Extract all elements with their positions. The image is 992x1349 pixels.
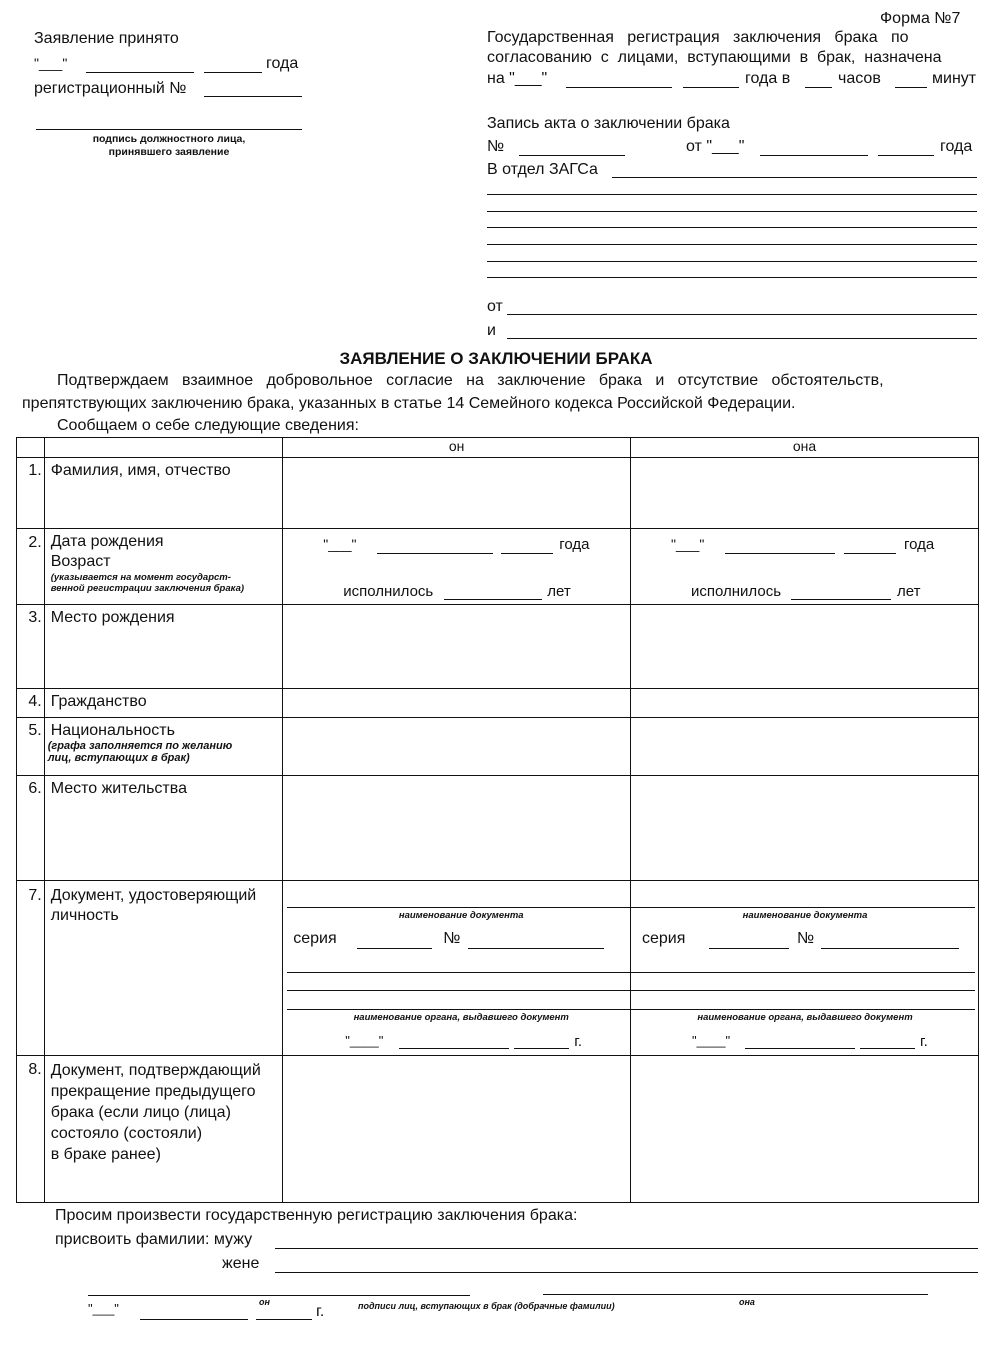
he-signature-caption: он xyxy=(259,1297,270,1307)
he-issuer-line-1[interactable] xyxy=(287,972,635,973)
record-no-label: № xyxy=(487,138,505,155)
row-label-birth-place: Место рождения xyxy=(44,605,283,689)
he-birth-year-field[interactable] xyxy=(501,553,553,554)
she-issue-year-field[interactable] xyxy=(860,1048,915,1049)
age-note-2: венной регистрации заключения брака) xyxy=(50,583,245,594)
table-row xyxy=(17,529,979,605)
he-birth-day-prefix: "___" xyxy=(323,536,357,552)
he-series-field[interactable] xyxy=(357,948,432,949)
wife-label: жене xyxy=(222,1255,260,1272)
row-number: 5. xyxy=(17,718,45,776)
she-doc-name-field[interactable] xyxy=(635,907,975,908)
request-text: Просим произвести государственную регистрацию заключения брака: xyxy=(55,1207,578,1224)
she-issuer-line-1[interactable] xyxy=(635,972,975,973)
he-birth-place-field[interactable] xyxy=(283,605,631,689)
zags-line-2[interactable] xyxy=(487,194,977,195)
accepted-year-label: года xyxy=(266,55,299,72)
header-she: она xyxy=(631,438,979,458)
table-row xyxy=(17,1056,979,1203)
he-issue-month-field[interactable] xyxy=(399,1048,509,1049)
she-residence-field[interactable] xyxy=(631,776,979,881)
header-num-cell xyxy=(17,438,45,458)
wife-surname-field[interactable] xyxy=(275,1272,978,1273)
she-issuer-line-3[interactable] xyxy=(635,1009,975,1010)
page-title: ЗАЯВЛЕНИЕ О ЗАКЛЮЧЕНИИ БРАКА xyxy=(339,349,653,368)
official-signature-field[interactable] xyxy=(36,129,302,130)
she-birth-cell xyxy=(631,529,979,605)
she-number-field[interactable] xyxy=(821,948,959,949)
he-birth-year-label: года xyxy=(559,536,590,553)
row-number: 8. xyxy=(17,1056,45,1203)
zags-line-5[interactable] xyxy=(487,244,977,245)
applicant-she-field[interactable] xyxy=(507,338,977,339)
zags-line-6[interactable] xyxy=(487,261,977,262)
zags-line-3[interactable] xyxy=(487,211,977,212)
footer-month-field[interactable] xyxy=(140,1319,248,1320)
he-issue-date-prefix: "____" xyxy=(345,1033,384,1048)
nationality-label: Национальность xyxy=(50,722,175,739)
row-number: 7. xyxy=(17,881,45,1056)
row-label-birth-date xyxy=(44,529,283,605)
he-age-suffix: лет xyxy=(547,583,571,600)
zags-field[interactable] xyxy=(612,177,977,178)
table-row xyxy=(17,881,979,1056)
zags-label: В отдел ЗАГСа xyxy=(487,161,598,178)
zags-line-4[interactable] xyxy=(487,227,977,228)
he-issuer-caption: наименование органа, выдавшего документ xyxy=(353,1012,569,1023)
he-full-name-field[interactable] xyxy=(283,458,631,529)
she-number-label: № xyxy=(797,930,815,947)
nationality-note-2: лиц, вступающих в брак) xyxy=(47,752,190,764)
id-doc-label-1: Документ, удостоверяющий xyxy=(50,887,257,904)
intro-line-3: Сообщаем о себе следующие сведения: xyxy=(57,417,359,434)
row-number: 2. xyxy=(17,529,45,605)
he-divorce-doc-field[interactable] xyxy=(283,1056,631,1203)
she-nationality-field[interactable] xyxy=(631,718,979,776)
minutes-label: минут xyxy=(932,70,977,87)
record-number-field[interactable] xyxy=(519,155,625,156)
intro-line-1: Подтверждаем взаимное добровольное согласие на заключение брака и отсутствие обстоятельств, xyxy=(57,372,884,389)
divorce-label-1: Документ, подтверждающий xyxy=(50,1062,261,1079)
she-issuer-line-2[interactable] xyxy=(635,990,975,991)
he-issuer-line-2[interactable] xyxy=(287,990,635,991)
applicant-he-field[interactable] xyxy=(507,314,977,315)
she-issuer-caption: наименование органа, выдавшего документ xyxy=(697,1012,913,1023)
accepted-date-prefix: "___" xyxy=(34,55,68,71)
he-issue-year-field[interactable] xyxy=(514,1048,569,1049)
table-row xyxy=(17,458,979,529)
row-label-full-name: Фамилия, имя, отчество xyxy=(44,458,283,529)
she-full-name-field[interactable] xyxy=(631,458,979,529)
he-nationality-field[interactable] xyxy=(283,718,631,776)
husband-surname-field[interactable] xyxy=(275,1248,978,1249)
form-number: Форма №7 xyxy=(880,10,961,27)
she-series-field[interactable] xyxy=(709,948,789,949)
he-id-doc-cell xyxy=(283,881,631,1056)
row-label-divorce-document xyxy=(44,1056,283,1203)
birth-date-label: Дата рождения xyxy=(50,533,164,550)
she-citizenship-field[interactable] xyxy=(631,689,979,718)
she-birth-year-field[interactable] xyxy=(844,553,896,554)
he-signature-field[interactable] xyxy=(88,1295,470,1296)
he-issuer-line-3[interactable] xyxy=(287,1009,635,1010)
row-label-id-document xyxy=(44,881,283,1056)
header-label-cell xyxy=(44,438,283,458)
he-age-prefix: исполнилось xyxy=(343,583,434,600)
surnames-label: присвоить фамилии: мужу xyxy=(55,1231,253,1248)
she-issue-month-field[interactable] xyxy=(745,1048,855,1049)
record-month-field[interactable] xyxy=(760,155,868,156)
record-year-field[interactable] xyxy=(878,155,934,156)
he-residence-field[interactable] xyxy=(283,776,631,881)
she-birth-day-prefix: "___" xyxy=(671,536,705,552)
signatures-caption: подписи лиц, вступающих в брак (добрачные фамилии) xyxy=(358,1301,615,1311)
signature-caption-1: подпись должностного лица, xyxy=(92,133,246,145)
registration-year-label: года в xyxy=(745,70,791,87)
record-date-prefix: от "___" xyxy=(686,138,745,155)
she-signature-field[interactable] xyxy=(543,1294,928,1295)
accepted-title: Заявление принято xyxy=(34,30,179,47)
registration-minutes-field[interactable] xyxy=(895,87,927,88)
he-birth-cell xyxy=(283,529,631,605)
he-doc-name-caption: наименование документа xyxy=(398,910,524,921)
from-label: от xyxy=(487,298,503,315)
registration-date-prefix: на "___" xyxy=(487,70,548,87)
he-doc-name-field[interactable] xyxy=(287,907,635,908)
she-doc-name-caption: наименование документа xyxy=(742,910,868,921)
row-number: 4. xyxy=(17,689,45,718)
she-series-label: серия xyxy=(642,930,686,947)
signature-caption-2: принявшего заявление xyxy=(108,146,230,158)
divorce-label-3: брака (если лицо (лица) xyxy=(50,1104,231,1121)
row-label-nationality xyxy=(44,718,283,776)
row-number: 3. xyxy=(17,605,45,689)
hours-label: часов xyxy=(838,70,881,87)
she-id-doc-cell xyxy=(631,881,979,1056)
and-label: и xyxy=(487,322,496,339)
table-row xyxy=(17,718,979,776)
she-signature-caption: она xyxy=(739,1297,755,1307)
table-header-row xyxy=(17,438,979,458)
registration-year-field[interactable] xyxy=(683,87,739,88)
she-age-suffix: лет xyxy=(897,583,921,600)
accepted-date-month-field[interactable] xyxy=(86,72,194,73)
accepted-date-year-field[interactable] xyxy=(204,72,262,73)
he-series-label: серия xyxy=(293,930,337,947)
row-label-residence: Место жительства xyxy=(44,776,283,881)
reg-number-label: регистрационный № xyxy=(34,80,187,97)
she-issue-year-suffix: г. xyxy=(920,1033,928,1050)
row-number: 6. xyxy=(17,776,45,881)
nationality-note-1: (графа заполняется по желанию xyxy=(47,740,233,752)
age-note-1: (указывается на момент государст- xyxy=(50,572,231,583)
applicants-table xyxy=(16,437,979,1203)
zags-line-7[interactable] xyxy=(487,277,977,278)
registration-hours-field[interactable] xyxy=(805,87,832,88)
footer-year-suffix: г. xyxy=(316,1303,325,1320)
table-row xyxy=(17,605,979,689)
registration-text-1: Государственная регистрация заключения брака по xyxy=(487,29,909,46)
divorce-label-5: в браке ранее) xyxy=(50,1146,161,1163)
she-birth-year-label: года xyxy=(904,536,935,553)
she-birth-place-field[interactable] xyxy=(631,605,979,689)
he-birth-month-field[interactable] xyxy=(377,553,493,554)
he-issue-year-suffix: г. xyxy=(574,1033,583,1050)
footer-year-field[interactable] xyxy=(256,1319,312,1320)
he-citizenship-field[interactable] xyxy=(283,689,631,718)
footer-date-prefix: "___" xyxy=(88,1301,119,1316)
registration-text-2: согласованию с лицами, вступающими в брак, назначена xyxy=(487,49,942,66)
divorce-label-2: прекращение предыдущего xyxy=(50,1083,256,1100)
table-row xyxy=(17,776,979,881)
he-number-field[interactable] xyxy=(468,948,604,949)
she-divorce-doc-field[interactable] xyxy=(631,1056,979,1203)
header-he: он xyxy=(283,438,631,458)
she-age-prefix: исполнилось xyxy=(691,583,782,600)
reg-number-field[interactable] xyxy=(204,96,302,97)
he-number-label: № xyxy=(443,930,461,947)
row-number: 1. xyxy=(17,458,45,529)
id-doc-label-2: личность xyxy=(50,907,119,924)
age-label: Возраст xyxy=(50,553,111,570)
row-label-citizenship: Гражданство xyxy=(44,689,283,718)
record-year-label: года xyxy=(940,138,973,155)
she-issue-date-prefix: "____" xyxy=(692,1033,731,1048)
intro-line-2: препятствующих заключению брака, указанных в статье 14 Семейного кодекса Российской Федерации. xyxy=(22,395,796,412)
table-row xyxy=(17,689,979,718)
she-birth-month-field[interactable] xyxy=(725,553,835,554)
she-age-field[interactable] xyxy=(791,599,891,600)
record-title: Запись акта о заключении брака xyxy=(487,115,730,132)
registration-month-field[interactable] xyxy=(566,87,672,88)
he-age-field[interactable] xyxy=(444,599,542,600)
divorce-label-4: состояло (состояли) xyxy=(50,1125,203,1142)
